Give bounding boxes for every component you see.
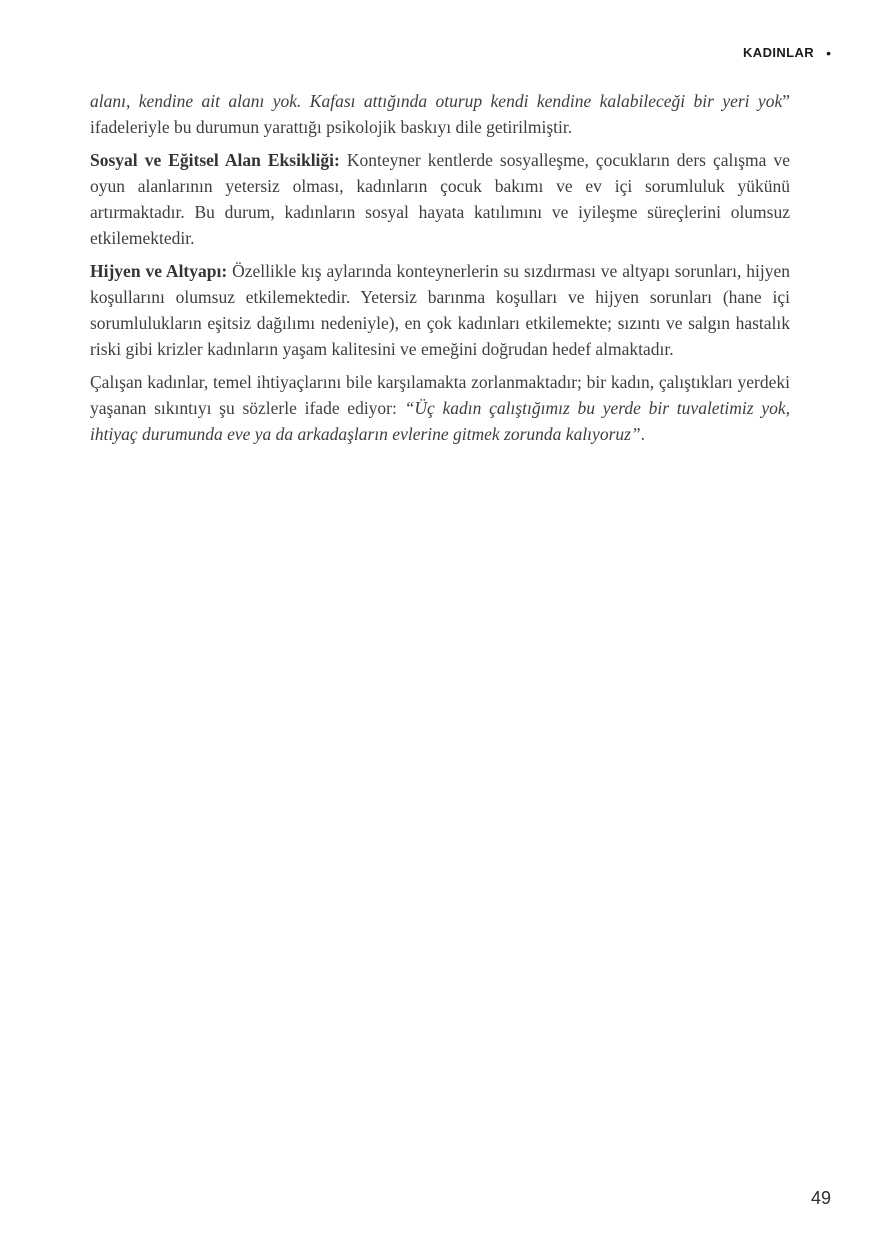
header-bullet-icon: • [826, 44, 831, 61]
paragraph-social-educational-lack [90, 147, 790, 251]
paragraph-text: ” ifadeleriyle bu durumun yarattığı psikolojik baskıyı dile getirilmiştir. [90, 91, 790, 137]
paragraph-text: Özellikle kış aylarında konteynerlerin su sızdırması ve altyapı sorunları, hijyen koşullarını olumsuz etkilemektedir. Yetersiz barınma koşulları ve hijyen sorunları (hane içi sorumlulukların eşitsiz dağılımı nedeniyle), en çok kadınları etkilemekte; sızıntı ve salgın hastalık riski gibi krizler kadınların yaşam kalitesini ve emeğini doğrudan hedef almaktadır. [90, 261, 790, 359]
paragraph-hygiene-infrastructure [90, 258, 790, 362]
paragraph-text: Konteyner kentlerde sosyalleşme, çocukların ders çalışma ve oyun alanlarının yetersiz olması, kadınların çocuk bakımı ve ev içi sorumluluk yükünü artırmaktadır. Bu durum, kadınların sosyal hayata katılımını ve iyileşme süreçlerini olumsuz etkilemektedir. [90, 150, 790, 248]
running-header-title: KADINLAR [743, 45, 815, 60]
quote-italic-text: alanı, kendine ait alanı yok. Kafası attığında oturup kendi kendine kalabileceği bir yeri yok [90, 91, 783, 111]
quote-italic-text: “Üç kadın çalıştığımız bu yerde bir tuvaletimiz yok, ihtiyaç durumunda eve ya da arkadaşların evlerine gitmek zorunda kalıyoruz” [90, 398, 790, 444]
page-body [90, 88, 790, 454]
paragraph-text: . [640, 424, 646, 444]
paragraph-lead-bold: Hijyen ve Altyapı: [90, 261, 228, 281]
paragraph-text: Çalışan kadınlar, temel ihtiyaçlarını bile karşılamakta zorlanmaktadır; bir kadın, çalıştıkları yerdeki yaşanan sıkıntıyı şu sözlerle ifade ediyor: [90, 372, 790, 418]
running-header [743, 45, 831, 60]
paragraph-working-women [90, 369, 790, 447]
page-number: 49 [810, 1188, 831, 1208]
paragraph-lead-bold: Sosyal ve Eğitsel Alan Eksikliği: [90, 150, 340, 170]
paragraph-quote-continuation [90, 88, 790, 140]
